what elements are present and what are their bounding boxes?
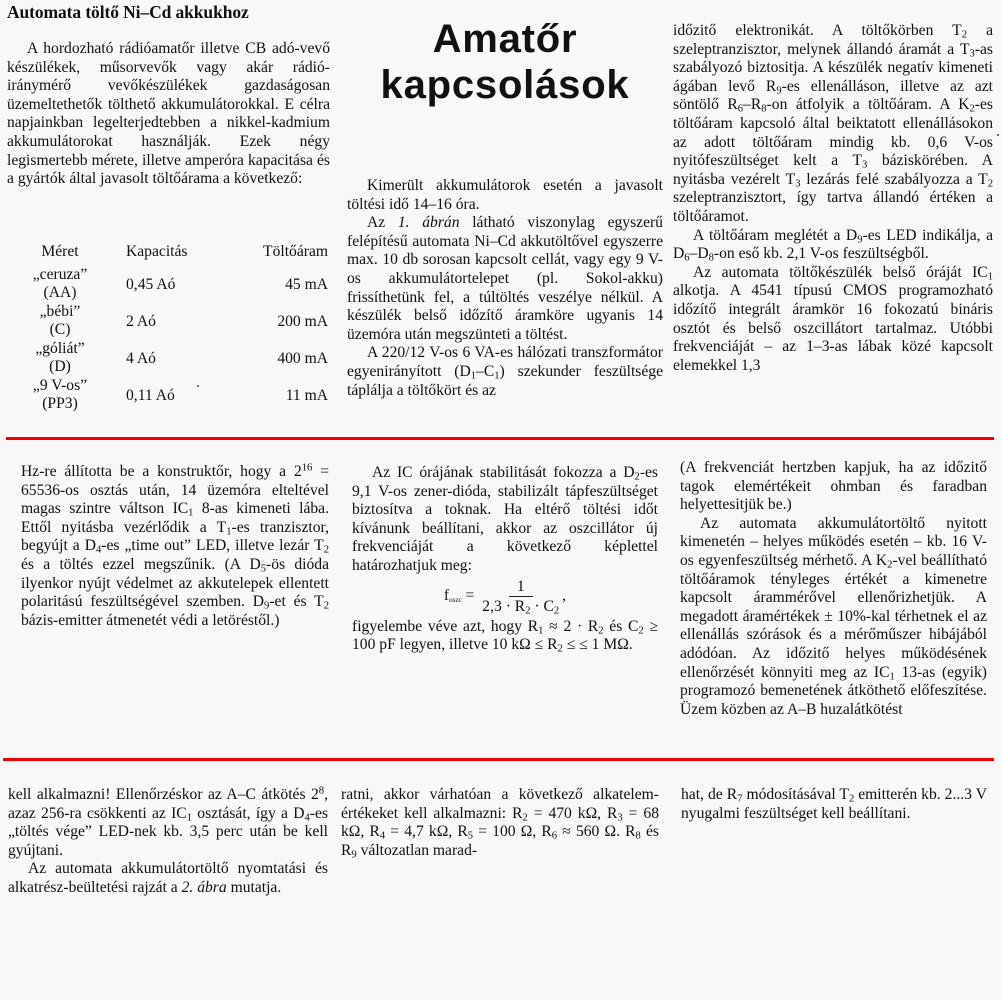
text-run: = 100 Ω, R	[473, 823, 552, 841]
subscript: 9	[776, 85, 782, 97]
subscript: 2	[634, 471, 640, 483]
text-run: bázis-emitter átmenetét védi a letöréstől.)	[21, 611, 280, 629]
battery-size	[16, 340, 104, 377]
section-divider-1	[6, 437, 994, 440]
paragraph	[21, 463, 329, 630]
text-run: hat, de R	[681, 786, 738, 803]
frequency-formula	[352, 576, 658, 618]
column2-bottom	[341, 786, 659, 860]
figure-reference: 1. ábrán	[397, 214, 460, 232]
text-run: a szeleptranzisztor, melynek állandó áramát a T	[673, 22, 994, 58]
text-run: -es töltőáram kapcsoló által beiktatott ellenállásokon az adott töltőáram mindig kb. 0,6 V-os nyitófeszültséget kelt a T	[673, 96, 993, 170]
text-run: A 220/12 V-os 6 VA-es hálózati transzformátor egyenirányított (D	[347, 344, 663, 380]
battery-capacity: 0,45 Aó	[126, 275, 176, 293]
size-code: (AA)	[43, 284, 77, 301]
text-run: változatlan marad-	[356, 841, 478, 859]
text-run: A töltőáram meglétét a D	[693, 226, 858, 244]
subscript: 6	[684, 252, 690, 264]
text-run: , azaz 256-ra csökkenti az IC	[8, 786, 328, 822]
subscript: oszc	[449, 596, 462, 605]
battery-capacity: 0,11 Aó	[126, 386, 175, 404]
text-run: és R	[341, 823, 659, 859]
battery-capacity: 2 Aó	[126, 312, 156, 330]
text-run: -et és T	[269, 593, 324, 611]
text-run: -vel beállítható töltőáramok tényleges értékét a kimenetre kapcsolt árammérővel ellenőrizhetjük. A megadott áramértékek ± 10%-kal térhetnek el az ellenállás szórások és a mérőműszer hibájából adódóan. Az időzitő helyes működésének ellenőrzését könnyiti meg az IC	[680, 551, 987, 681]
subscript: 2	[323, 545, 329, 557]
formula-symbol: f	[443, 587, 450, 605]
text-run: (A frekvenciát hertzben kapjuk, ha az időzitő tagok elemértékeit ohmban és faradban helyettesitjük be.)	[680, 459, 987, 514]
text-run: -on eső kb. 2,1 V-os feszültségből.	[713, 245, 929, 263]
text-run: –R	[743, 96, 762, 114]
subscript: 1	[987, 271, 993, 283]
text-run: = 470 kΩ, R	[527, 804, 618, 822]
text-run: időzitő elektronikát. A töltőkörben T	[673, 22, 962, 39]
size-code: (D)	[49, 358, 71, 375]
text-run: kell alkalmazni! Ellenőrzéskor az A–C átkötés 2	[8, 786, 319, 803]
text-run: -es LED indikálja, a D	[673, 226, 994, 263]
battery-size	[16, 377, 104, 414]
column3-bottom	[681, 786, 987, 823]
formula-equals: =	[465, 587, 475, 605]
subscript: 1	[188, 507, 194, 519]
battery-table	[16, 243, 328, 414]
subscript: 2	[522, 812, 528, 824]
text-run: = 68 kΩ, R	[341, 804, 659, 841]
text-run: -es tranzisztor, begyújt a D	[21, 518, 329, 555]
subscript: 8	[708, 252, 714, 264]
subscript: 8	[635, 830, 641, 842]
subscript: 3	[617, 812, 623, 824]
text-run: báziskörében. A nyitásba vezérelt T	[673, 152, 993, 188]
paragraph	[680, 459, 987, 515]
text-run: ≈ 560 Ω. R	[557, 823, 636, 841]
paragraph	[347, 344, 663, 400]
text-run: · C	[530, 597, 554, 615]
subscript: 9	[351, 849, 357, 861]
text-run: = 65536-os osztás után, 14 üzemóra elteltével magas szintre váltson IC	[21, 463, 329, 518]
battery-current: 11 mA	[285, 386, 328, 404]
figure-reference: 2. ábra	[181, 878, 227, 896]
text-run: látható viszonylag egyszerű felépítésű automata Ni–Cd akkutöltővel egyszerre max. 10 db sorosan kapcsolt cellát, vagy egy 9 V-os akkumulátortelepet (pl. Sokol-akku) frissíthetünk fel, a túltöltés veszélye nélkül. A készülék belső időzítő áramköre ugyanis 14 üzemóra után megszünteti a töltést.	[347, 214, 663, 343]
paragraph	[341, 786, 659, 860]
subscript: 1	[538, 625, 544, 637]
subscript: 2	[961, 29, 967, 41]
subscript: 2	[553, 605, 560, 617]
text-run: Az automata akkumulátortöltő nyitott kimenetén – helyes működés esetén – kb. 16 V-os egyenfeszültség mérhető. A K	[680, 514, 987, 569]
formula-lhs	[444, 587, 474, 606]
text-run: -es ellenálláson, illetve az azt söntölő R	[673, 77, 993, 114]
subscript: 5	[260, 563, 267, 575]
header-current: Töltőáram	[263, 243, 328, 260]
subscript: 3	[795, 178, 801, 190]
formula-comma: ,	[562, 587, 567, 605]
subscript: 9	[857, 234, 863, 246]
subscript: 1	[494, 370, 500, 382]
subscript: 2	[323, 600, 329, 612]
column3-mid	[680, 459, 987, 719]
text-run: -es 9,1 V-os zener-dióda, stabilizált tápfeszültséget biztosítva a toknak. Ha eltérő töltési időt kívánunk beállítani, akkor az oszcillátor új frekvenciáját a következő képlettel határozhatjuk meg:	[352, 464, 658, 574]
formula-numerator: 1	[509, 577, 533, 597]
main-title	[340, 16, 670, 108]
text-run: Az IC órájának stabilitását fokozza a D	[372, 464, 635, 481]
text-run: ≥ 100 pF legyen, illetve 10 kΩ ≤ R	[352, 617, 658, 654]
intro-column	[7, 40, 330, 189]
paragraph: Kimerült akkumulátorok esetén a javasolt töltési idő 14–16 óra.	[347, 177, 663, 213]
main-title-line1: Amatőr	[432, 17, 578, 61]
subscript: 2	[638, 625, 644, 637]
text-run: módosításával T	[742, 786, 849, 803]
paragraph	[352, 618, 658, 655]
battery-current: 45 mA	[285, 275, 328, 293]
battery-current: 200 mA	[277, 312, 328, 330]
size-code: (PP3)	[42, 395, 78, 412]
size-name: „9 V-os”	[32, 377, 88, 394]
text-run: -es „time out” LED, illetve lezár T	[101, 537, 324, 555]
intro-paragraph: A hordozható rádióamatőr illetve CB adó-vevő készülékek, műsorvevők vagy akár rádió-iránymérő vevőkészülékek gazdaságosan üzemeltethetők tölthető akkumulátorokkal. E célra napjainkban legelterjedtebben a nikkel-kadmium akkumulátorokat használják. Ezek négy legismertebb mérete, illetve amperóra kapacitása és a gyártók által javasolt töltőárama a következő:	[7, 40, 330, 188]
superscript: 16	[301, 462, 313, 474]
text-run: Az automata akkumulátortöltő nyomtatási és alkatrész-beültetési rajzát a	[8, 860, 328, 896]
subscript: 5	[467, 830, 474, 842]
formula-denominator	[482, 597, 559, 617]
text-run: = 4,7 kΩ, R	[385, 823, 468, 841]
subscript: 2	[987, 178, 993, 190]
column1-mid	[21, 463, 329, 630]
text-run: 8-as kimeneti lába. Ettől nyitásba vezérlődik a T	[21, 500, 329, 536]
subscript: 1	[889, 671, 895, 683]
text-run: 2,3 · R	[482, 597, 526, 615]
subscript: 1	[470, 370, 477, 382]
superscript: 8	[318, 785, 325, 797]
size-name: „ceruza”	[32, 266, 88, 283]
text-run: szeleptranzisztort, így tartva állandó értéken a töltőáramot.	[673, 189, 993, 225]
text-run: Hz-re állította be a konstruktőr, hogy a 2	[21, 463, 302, 480]
subscript: 8	[761, 104, 767, 116]
subscript: 2	[969, 104, 975, 116]
subscript: 2	[557, 643, 563, 655]
column1-bottom	[8, 786, 328, 898]
column3-top	[673, 22, 993, 375]
print-speck	[997, 134, 999, 136]
text-run: –D	[689, 245, 709, 263]
text-run: osztását, így a D	[192, 804, 305, 822]
table-row	[16, 340, 328, 377]
paragraph	[680, 515, 987, 720]
header-size: Méret	[41, 243, 79, 260]
subscript: 1	[186, 812, 193, 824]
subscript: 3	[861, 159, 868, 171]
text-run: 13-as (egyik) programozó bemenetének átköthető előfeszítése. Üzem közben az A–B huzalátkötést	[680, 663, 987, 718]
paragraph	[673, 227, 993, 264]
text-run: -on átfolyik a töltőáram. A K	[766, 96, 970, 114]
paragraph	[352, 464, 658, 576]
table-row	[16, 303, 328, 340]
size-code: (C)	[49, 321, 71, 338]
text-run: és a töltés ezzel megszűnik. (A D	[21, 555, 261, 573]
paragraph	[673, 264, 993, 376]
subscript: 6	[737, 104, 744, 116]
text-run: mutatja.	[226, 878, 282, 896]
text-run: és C	[603, 617, 639, 635]
subscript: 3	[969, 48, 975, 60]
text-run: ≤ ≤ 1 MΩ.	[562, 636, 633, 654]
text-run: -ös dióda ilyenkor nyújt védelmet az akkutelepek ellentett polaritású feszültségével szemben. D	[21, 555, 329, 611]
text-run: –C	[476, 362, 495, 380]
size-name: „bébi”	[39, 303, 81, 320]
table-row	[16, 377, 328, 414]
paragraph	[8, 860, 328, 897]
text-run: emitterén kb. 2...3 V nyugalmi feszültséget kell beállítani.	[681, 786, 987, 822]
paragraph	[8, 786, 328, 860]
formula-fraction	[482, 577, 559, 617]
print-speck	[197, 385, 199, 387]
size-name: „góliát”	[35, 340, 85, 357]
text-run: ≈ 2 · R	[543, 617, 599, 635]
text-run: -es „töltés vége” LED-nek kb. 3,5 perc után be kell gyújtani.	[8, 804, 328, 859]
battery-capacity: 4 Aó	[126, 349, 156, 367]
subscript: 2	[525, 605, 531, 617]
text-run: Az	[367, 214, 398, 232]
subscript: 9	[264, 600, 270, 612]
paragraph	[681, 786, 987, 823]
header-capacity: Kapacitás	[126, 243, 188, 260]
text-run: Az automata töltőkészülék belső óráját IC	[693, 263, 988, 281]
column2-mid	[352, 464, 658, 655]
section-title: Automata töltő Ni–Cd akkukhoz	[7, 2, 249, 22]
subscript: 4	[304, 812, 310, 824]
table-header-row	[16, 243, 328, 266]
subscript: 4	[379, 830, 386, 842]
text-run: -as szabályozó biztositja. A készülék negatív kimeneti ágában levő R	[673, 40, 993, 95]
section-divider-2	[3, 758, 994, 761]
paragraph	[673, 22, 993, 227]
battery-size	[16, 303, 104, 340]
text-run: ratni, akkor várhatóan a következő alkatelem-értékeket kell alkalmazni: R	[341, 786, 659, 822]
text-run: figyelembe véve azt, hogy R	[352, 617, 539, 635]
text-run: ) szekunder feszültsége táplálja a töltőkört és az	[347, 362, 663, 399]
battery-current: 400 mA	[277, 349, 328, 367]
subscript: 2	[848, 793, 855, 805]
subscript: 7	[737, 793, 743, 805]
paragraph	[347, 214, 663, 344]
column2-top	[347, 177, 663, 400]
subscript: 2	[598, 625, 604, 637]
main-title-line2: kapcsolások	[380, 63, 630, 107]
subscript: 1	[226, 526, 232, 538]
battery-size	[16, 266, 104, 303]
text-run: lezárás felé szabályozza a T	[800, 170, 988, 188]
subscript: 6	[551, 830, 558, 842]
subscript: 4	[95, 545, 102, 557]
subscript: 2	[887, 559, 893, 571]
table-row	[16, 266, 328, 303]
text-run: alkotja. A 4541 típusú CMOS programozható időzítő integrált áramkör 16 fokozatú bináris osztót és belső oszcillátort tartalmaz. Utóbbi frekvenciáját – az 1–3-as lábak közé kapcsolt elemekkel 1,3	[673, 282, 993, 374]
